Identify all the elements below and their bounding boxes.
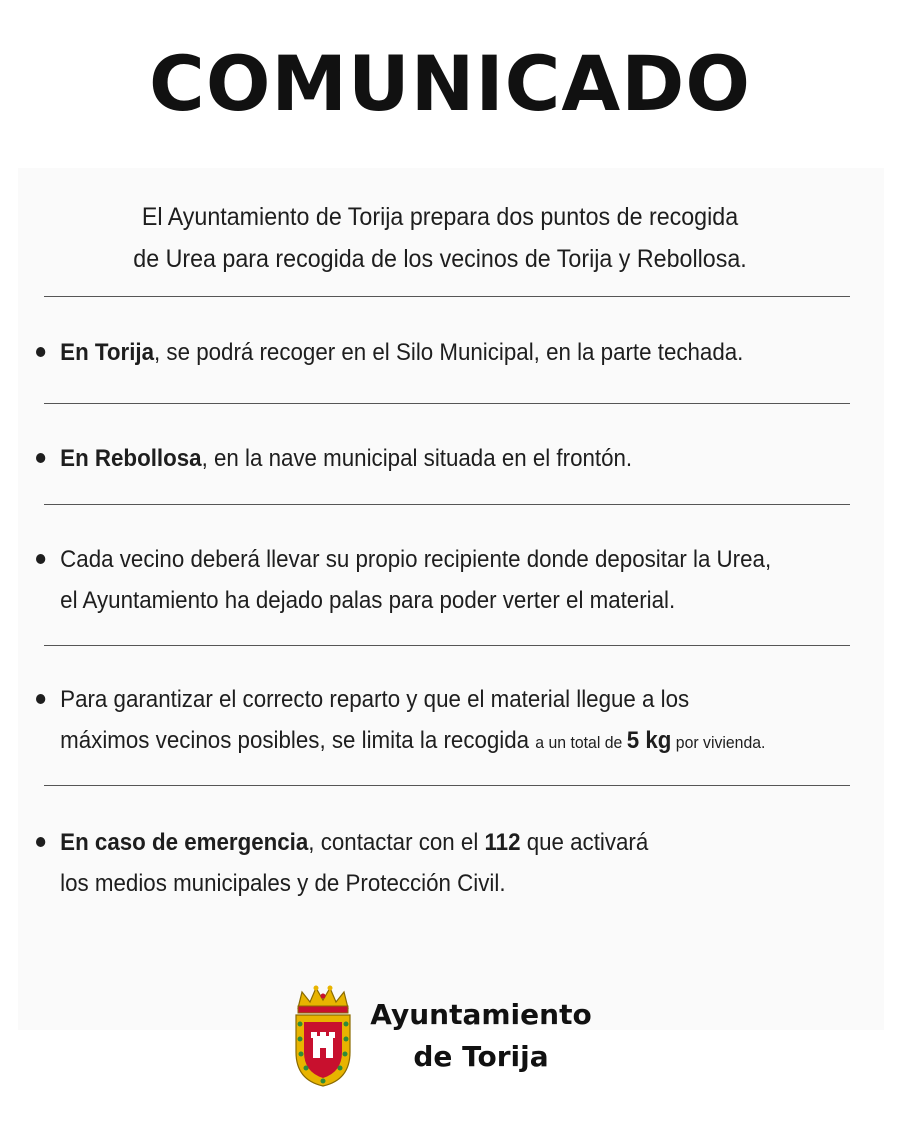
bullet-icon (36, 347, 45, 357)
item-text: Para garantizar el correcto reparto y que el material llegue a los (60, 686, 690, 713)
footer-line-2: de Torija (413, 1040, 549, 1073)
item-bold-text: En caso de emergencia (60, 829, 309, 856)
list-item (36, 438, 827, 479)
item-text: , se podrá recoger en el Silo Municipal, en la parte techada. (154, 339, 744, 366)
item-text: que activará (520, 829, 649, 856)
item-small-text: por vivienda. (671, 733, 766, 752)
divider (44, 504, 850, 505)
item-bold-text: En Rebollosa (60, 445, 202, 472)
item-bold-text: 5 kg (626, 727, 672, 754)
divider (44, 403, 850, 404)
bullet-icon (36, 837, 45, 847)
item-text: máximos vecinos posibles, se limita la recogida (60, 727, 536, 754)
item-text: , en la nave municipal situada en el frontón. (201, 445, 633, 472)
item-small-text: a un total de (535, 733, 627, 752)
intro-paragraph (68, 196, 812, 280)
item-text: el Ayuntamiento ha dejado palas para poder verter el material. (60, 587, 676, 614)
list-item (36, 332, 827, 373)
divider (44, 645, 850, 646)
coat-of-arms-icon (292, 984, 354, 1088)
divider (44, 785, 850, 786)
list-item (36, 539, 827, 621)
footer-name (362, 994, 600, 1078)
list-item (36, 679, 827, 763)
bullet-icon (36, 554, 45, 564)
item-bold-number: 112 (484, 829, 521, 856)
footer-logo (292, 984, 612, 1094)
item-text: los medios municipales y de Protección Civil. (60, 870, 506, 897)
item-text: Cada vecino deberá llevar su propio recipiente donde depositar la Urea, (60, 546, 772, 573)
list-item (36, 822, 827, 904)
bullet-icon (36, 694, 45, 704)
footer-line-1: Ayuntamiento (370, 998, 592, 1031)
bullet-icon (36, 453, 45, 463)
divider (44, 296, 850, 297)
item-bold-text: En Torija (60, 339, 155, 366)
intro-line-1: El Ayuntamiento de Torija prepara dos puntos de recogida (141, 203, 739, 231)
intro-line-2: de Urea para recogida de los vecinos de Torija y Rebollosa. (133, 245, 747, 273)
page-title: COMUNICADO (149, 39, 751, 128)
item-text: , contactar con el (308, 829, 485, 856)
